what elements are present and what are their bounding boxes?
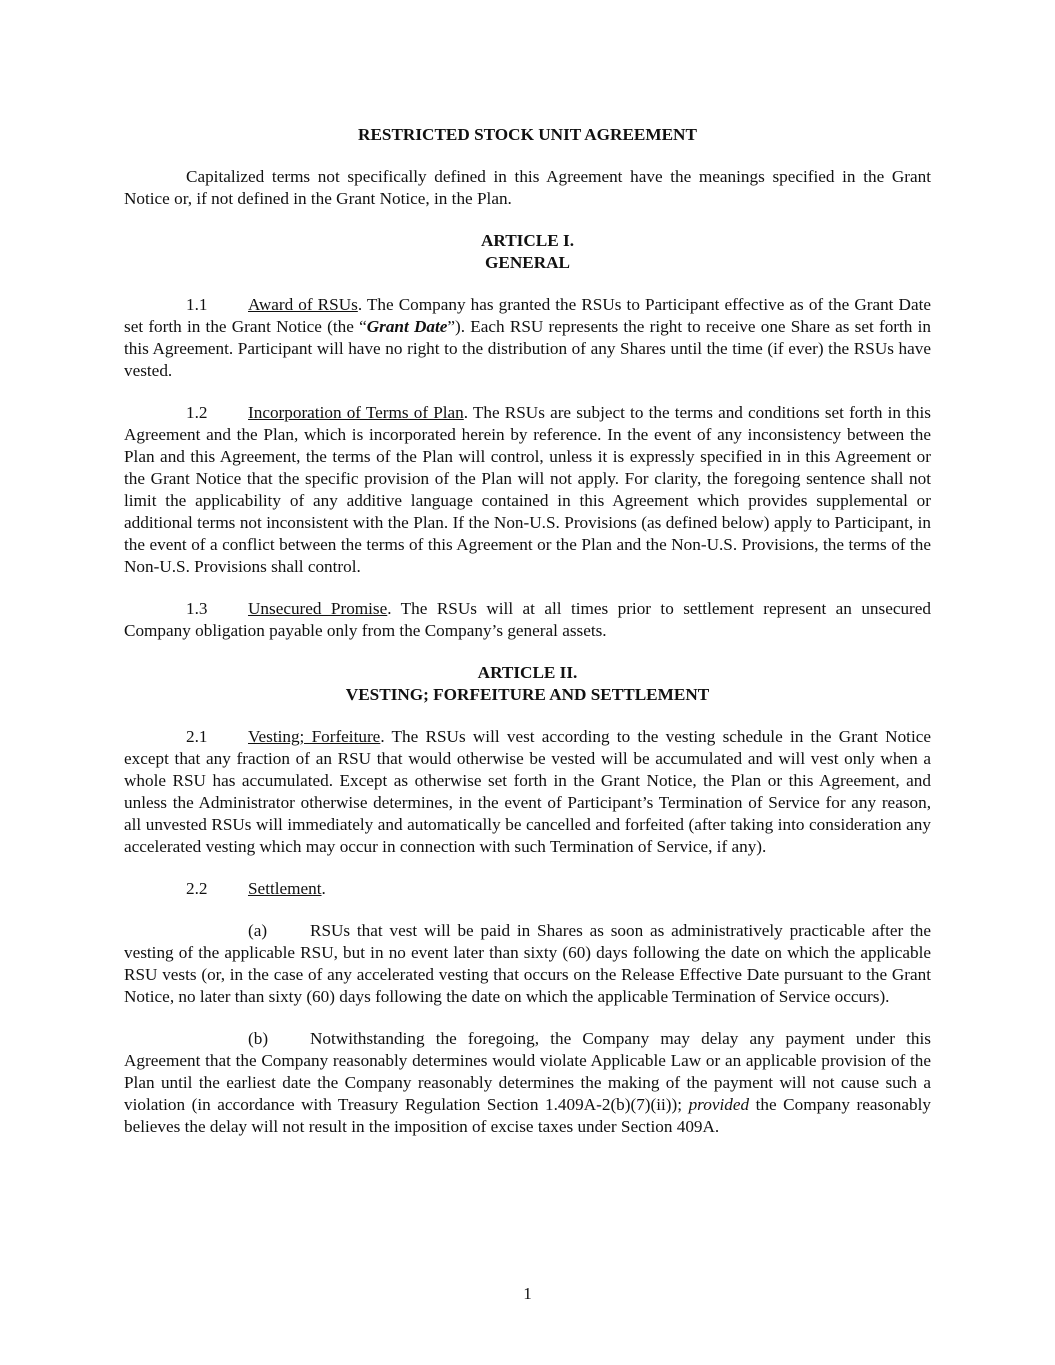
section-text: ”). Each RSU represents the right to receive one Share as set forth in this Agreement. Participant will have no right to the distribution of any Shares until the time (if ever) the RSUs have vested. <box>124 317 931 380</box>
section-text: . The RSUs are subject to the terms and conditions set forth in this Agreement and the Plan, which is incorporated herein by reference. In the event of any inconsistency between the Plan and this Agreement, the terms of the Plan will control, unless it is expressly specified in in this Agreement or the Grant Notice that the specific provision of the Plan will not apply. For clarity, the foregoing sentence shall not limit the applicability of any additive language contained in this Agreement which provides supplemental or additional terms not inconsistent with the Plan. If the Non-U.S. Provisions (as defined below) apply to Participant, in the event of a conflict between the terms of this Agreement or the Plan and the Non-U.S. Provisions, the terms of the Non-U.S. Provisions shall control. <box>124 403 931 576</box>
defined-term: Grant Date <box>366 317 448 336</box>
section-number: 1.3 <box>186 599 208 618</box>
section-heading: Settlement <box>248 879 322 898</box>
section-2-2 <box>124 878 931 900</box>
subsection-text: Notwithstanding the foregoing, the Company may delay any payment under this Agreement that the Company reasonably determines would violate Applicable Law or an applicable provision of the Plan until the earliest date the Company reasonably determines the making of the payment will not cause such a violation (in accordance with Treasury Regulation Section 1.409A-2(b)(7)(ii)); <box>124 1029 931 1114</box>
section-number: 2.1 <box>186 727 208 746</box>
section-text: . The RSUs will at all times prior to settlement represent an unsecured Company obligation payable only from the Company’s general assets. <box>124 599 931 640</box>
section-1-2 <box>124 402 931 578</box>
document-body <box>124 124 931 1158</box>
section-heading: Incorporation of Terms of Plan <box>248 403 464 422</box>
section-number: 1.1 <box>186 295 208 314</box>
section-text: . The RSUs will vest according to the vesting schedule in the Grant Notice except that any fraction of an RSU that would otherwise be vested will be accumulated and will vest only when a whole RSU has accumulated. Except as otherwise set forth in the Grant Notice, the Plan or this Agreement, and unless the Administrator otherwise determines, in the event of Participant’s Termination of Service for any reason, all unvested RSUs will immediately and automatically be cancelled and forfeited (after taking into consideration any accelerated vesting which may occur in connection with such Termination of Service, if any). <box>124 727 931 856</box>
subsection-number: (b) <box>248 1029 269 1048</box>
section-heading: Vesting; Forfeiture <box>248 727 381 746</box>
section-text: . The Company has granted the RSUs to Participant effective as of the Grant Date set forth in the Grant Notice (the “ <box>124 295 931 336</box>
section-2-1 <box>124 726 931 858</box>
article-1-heading <box>124 230 931 274</box>
section-number: 1.2 <box>186 403 208 422</box>
subsection-text: the Company reasonably believes the delay will not result in the imposition of excise taxes under Section 409A. <box>124 1095 931 1136</box>
subsection-number: (a) <box>248 921 268 940</box>
section-2-2-a <box>124 920 931 1008</box>
section-2-2-b <box>124 1028 931 1138</box>
document-title: RESTRICTED STOCK UNIT AGREEMENT <box>358 125 697 144</box>
article-1-label: ARTICLE I. <box>481 231 574 250</box>
section-heading: Unsecured Promise <box>248 599 388 618</box>
article-1-title: GENERAL <box>485 253 570 272</box>
section-1-3 <box>124 598 931 642</box>
intro-paragraph: Capitalized terms not specifically defined in this Agreement have the meanings specified in the Grant Notice or, if not defined in the Grant Notice, in the Plan. <box>124 167 931 208</box>
section-1-1 <box>124 294 931 382</box>
article-2-label: ARTICLE II. <box>477 663 578 682</box>
section-heading: Award of RSUs <box>248 295 358 314</box>
page-number: 1 <box>523 1284 532 1303</box>
article-2-title: VESTING; FORFEITURE AND SETTLEMENT <box>345 685 710 704</box>
section-number: 2.2 <box>186 879 208 898</box>
subsection-text: RSUs that vest will be paid in Shares as soon as administratively practicable after the vesting of the applicable RSU, but in no event later than sixty (60) days following the date on which the applicable RSU vests (or, in the case of any accelerated vesting that occurs on the Release Effective Date pursuant to the Grant Notice, no later than sixty (60) days following the date on which the applicable Termination of Service occurs). <box>124 921 931 1006</box>
section-text: . <box>321 879 326 898</box>
article-2-heading <box>124 662 931 706</box>
provided-term: provided <box>688 1095 750 1114</box>
